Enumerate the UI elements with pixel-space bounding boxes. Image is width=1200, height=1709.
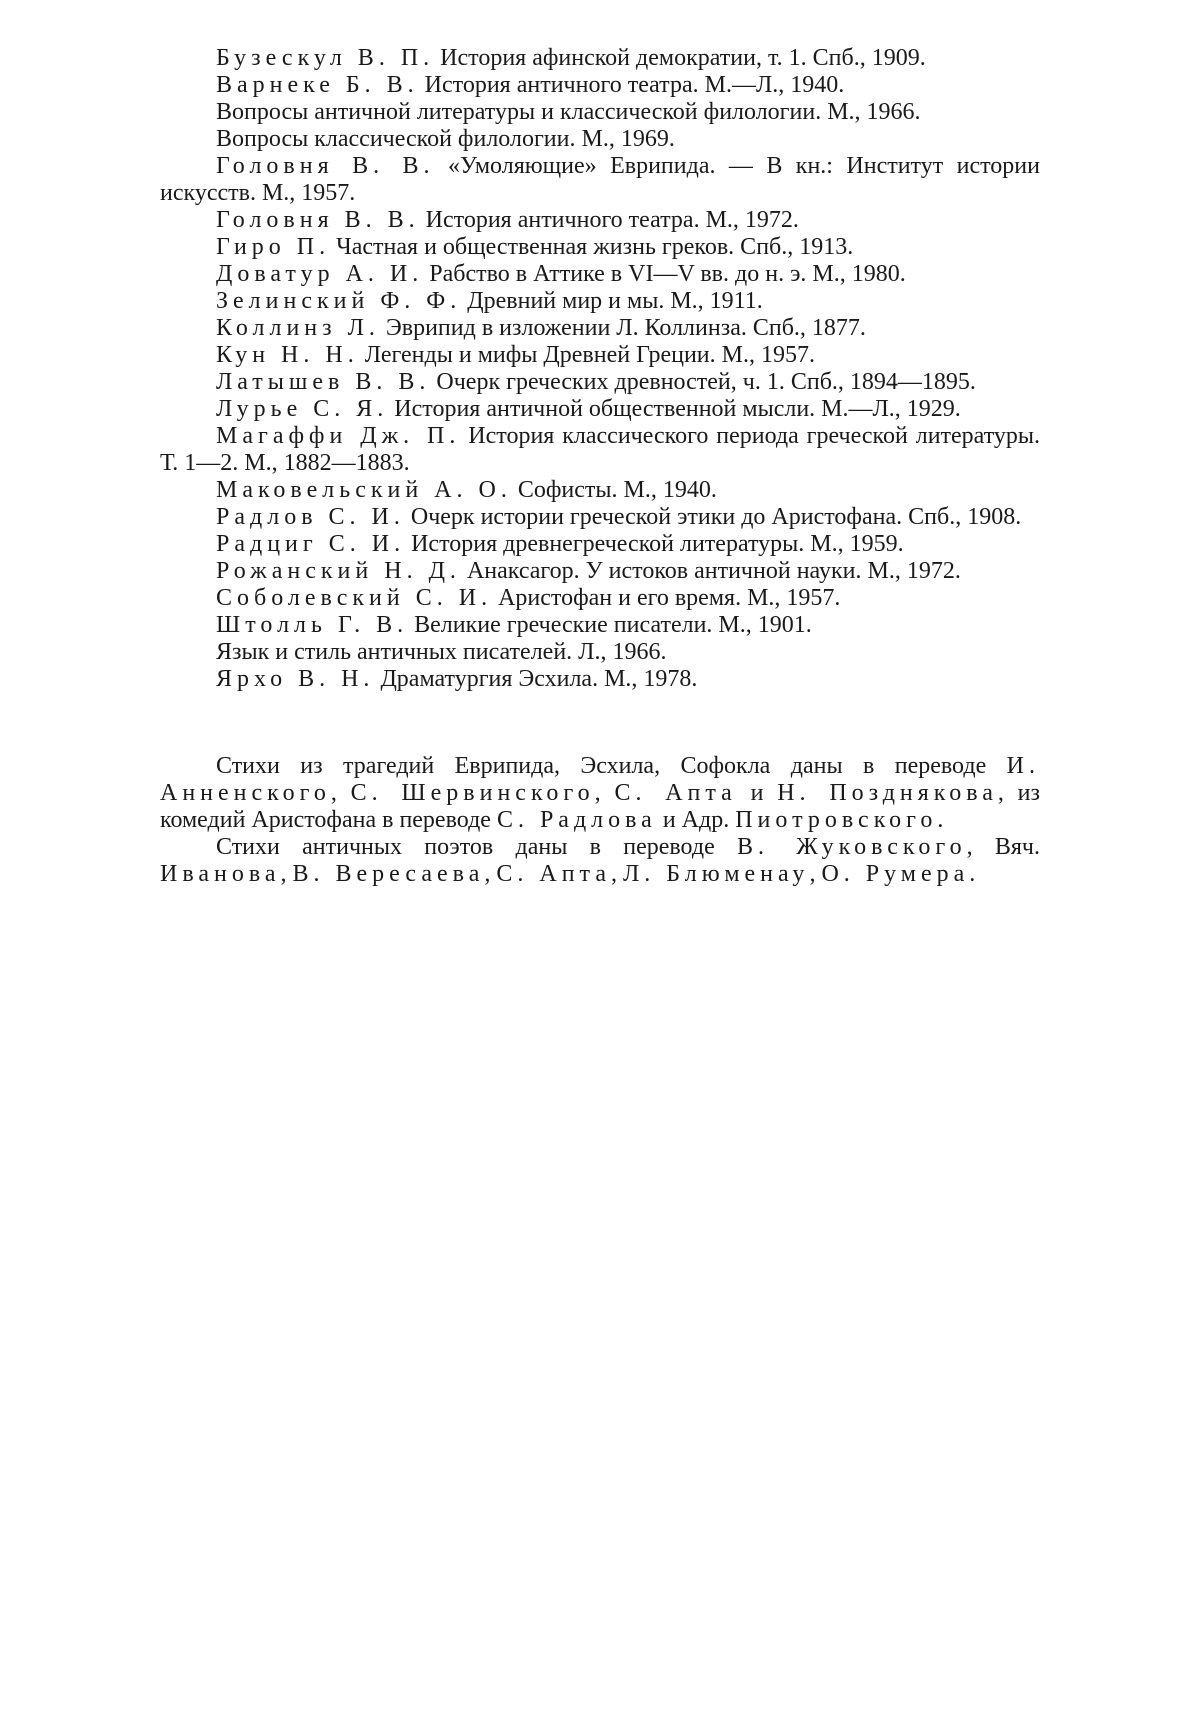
entry-author: Рожанский Н. Д. [216,558,461,584]
entry-text: Очерк греческих древностей, ч. 1. Спб., 1894—1895. [430,369,976,395]
bibliography-entry [160,585,1040,612]
bibliography-entry [160,315,1040,342]
note-text: , из комедий Аристофана в переводе [160,780,1041,833]
translator-name: С. Шервинского [350,780,595,806]
note-text: , [484,861,497,887]
entry-text: История античного театра. М., 1972. [419,207,799,233]
entry-author: Штолль Г. В. [216,612,409,638]
entry-author: Радциг С. И. [216,531,406,557]
translation-note-poets [160,834,1040,888]
translator-name: Пиотровского [735,807,938,833]
entry-author: Магаффи Дж. П. [216,423,461,449]
translator-name: Н. Позднякова [777,780,998,806]
entry-text: Анаксагор. У истоков античной науки. М., 1972. [460,558,961,584]
entry-author: Зелинский Ф. Ф. [216,288,462,314]
entry-text: История классического периода греческой литературы. Т. 1—2. М., 1882—1883. [160,423,1041,476]
bibliography-list [160,45,1040,693]
bibliography-entry [160,504,1040,531]
translation-notes [160,753,1040,888]
entry-author: Доватур А. И. [216,261,424,287]
entry-text: Драматургия Эсхила. М., 1978. [374,666,698,692]
entry-author: Маковельский А. О. [216,477,512,503]
entry-author: Бузескул В. П. [216,45,435,71]
bibliography-entry [160,342,1040,369]
entry-author: Лурье С. Я. [216,396,389,422]
entry-text: История античного театра. М.—Л., 1940. [418,72,845,98]
bibliography-entry [160,666,1040,693]
entry-author: Гиро П. [216,234,331,260]
note-text: Стихи античных поэтов даны в переводе [216,834,738,860]
note-text: , [280,861,293,887]
bibliography-entry [160,369,1040,396]
bibliography-entry [160,207,1040,234]
entry-author: Латышев В. В. [216,369,431,395]
translator-name: С. Апта [614,780,737,806]
entry-text: Древний мир и мы. М., 1911. [461,288,763,314]
bibliography-entry [160,639,1040,666]
entry-text: Вопросы античной литературы и классической филологии. М., 1966. [216,99,921,125]
bibliography-entry [160,126,1040,153]
bibliography-entry [160,45,1040,72]
note-text: , [610,861,623,887]
bibliography-entry [160,612,1040,639]
entry-text: Софисты. М., 1940. [511,477,717,503]
translation-note-tragedies [160,753,1040,834]
bibliography-entry [160,234,1040,261]
bibliography-entry [160,558,1040,585]
note-text: Стихи из трагедий Еврипида, Эсхила, Софокла даны в переводе [216,753,1007,779]
bibliography-entry [160,99,1040,126]
entry-text: Легенды и мифы Древней Греции. М., 1957. [358,342,815,368]
bibliography-entry [160,72,1040,99]
entry-author: Радлов С. И. [216,504,405,530]
bibliography-entry [160,423,1040,477]
entry-author: Коллинз Л. [216,315,380,341]
translator-name: С. Апта [496,861,611,887]
bibliography-entry [160,288,1040,315]
translator-name: В. Вересаева [292,861,485,887]
translator-name: Иванова [160,861,281,887]
translator-name: И. Анненского [160,753,1040,806]
entry-author: Варнеке Б. В. [216,72,419,98]
note-text: , [330,780,351,806]
note-text: и Адр. [656,807,736,833]
bibliography-entry [160,531,1040,558]
document-page [160,45,1040,888]
entry-author: Головня В. В. [216,207,420,233]
entry-text: Эврипид в изложении Л. Коллинза. Спб., 1877. [379,315,866,341]
entry-text: История античной общественной мысли. М.—Л., 1929. [388,396,961,422]
entry-author: Головня В. В. [216,153,435,179]
entry-text: Аристофан и его время. М., 1957. [492,585,841,611]
bibliography-entry [160,261,1040,288]
note-text: . [937,807,944,833]
note-text: , [809,861,822,887]
bibliography-entry [160,477,1040,504]
entry-author: Ярхо В. Н. [216,666,375,692]
note-text: , Вяч. [966,834,1041,860]
translator-name: О. Румера [821,861,970,887]
translator-name: Л. Блюменау [622,861,810,887]
entry-author: Соболевский С. И. [216,585,493,611]
entry-text: Вопросы классической филологии. М., 1969. [216,126,675,152]
note-text: . [969,861,976,887]
entry-text: Рабство в Аттике в VI—V вв. до н. э. М., 1980. [423,261,906,287]
entry-text: История древнегреческой литературы. М., 1959. [405,531,904,557]
translator-name: В. Жуковского [737,834,967,860]
note-text: и [736,780,778,806]
entry-text: Великие греческие писатели. М., 1901. [408,612,812,638]
bibliography-entry [160,396,1040,423]
note-text: , [594,780,615,806]
entry-text: История афинской демократии, т. 1. Спб., 1909. [434,45,926,71]
bibliography-entry [160,153,1040,207]
entry-text: Частная и общественная жизнь греков. Спб., 1913. [330,234,854,260]
entry-text: Язык и стиль античных писателей. Л., 1966. [216,639,667,665]
entry-text: Очерк истории греческой этики до Аристофана. Спб., 1908. [404,504,1022,530]
entry-text: «Умоляющие» Еврипида. — В кн.: Институт истории искусств. М., 1957. [160,153,1040,206]
translator-name: С. Радлова [496,807,657,833]
entry-author: Кун Н. Н. [216,342,359,368]
